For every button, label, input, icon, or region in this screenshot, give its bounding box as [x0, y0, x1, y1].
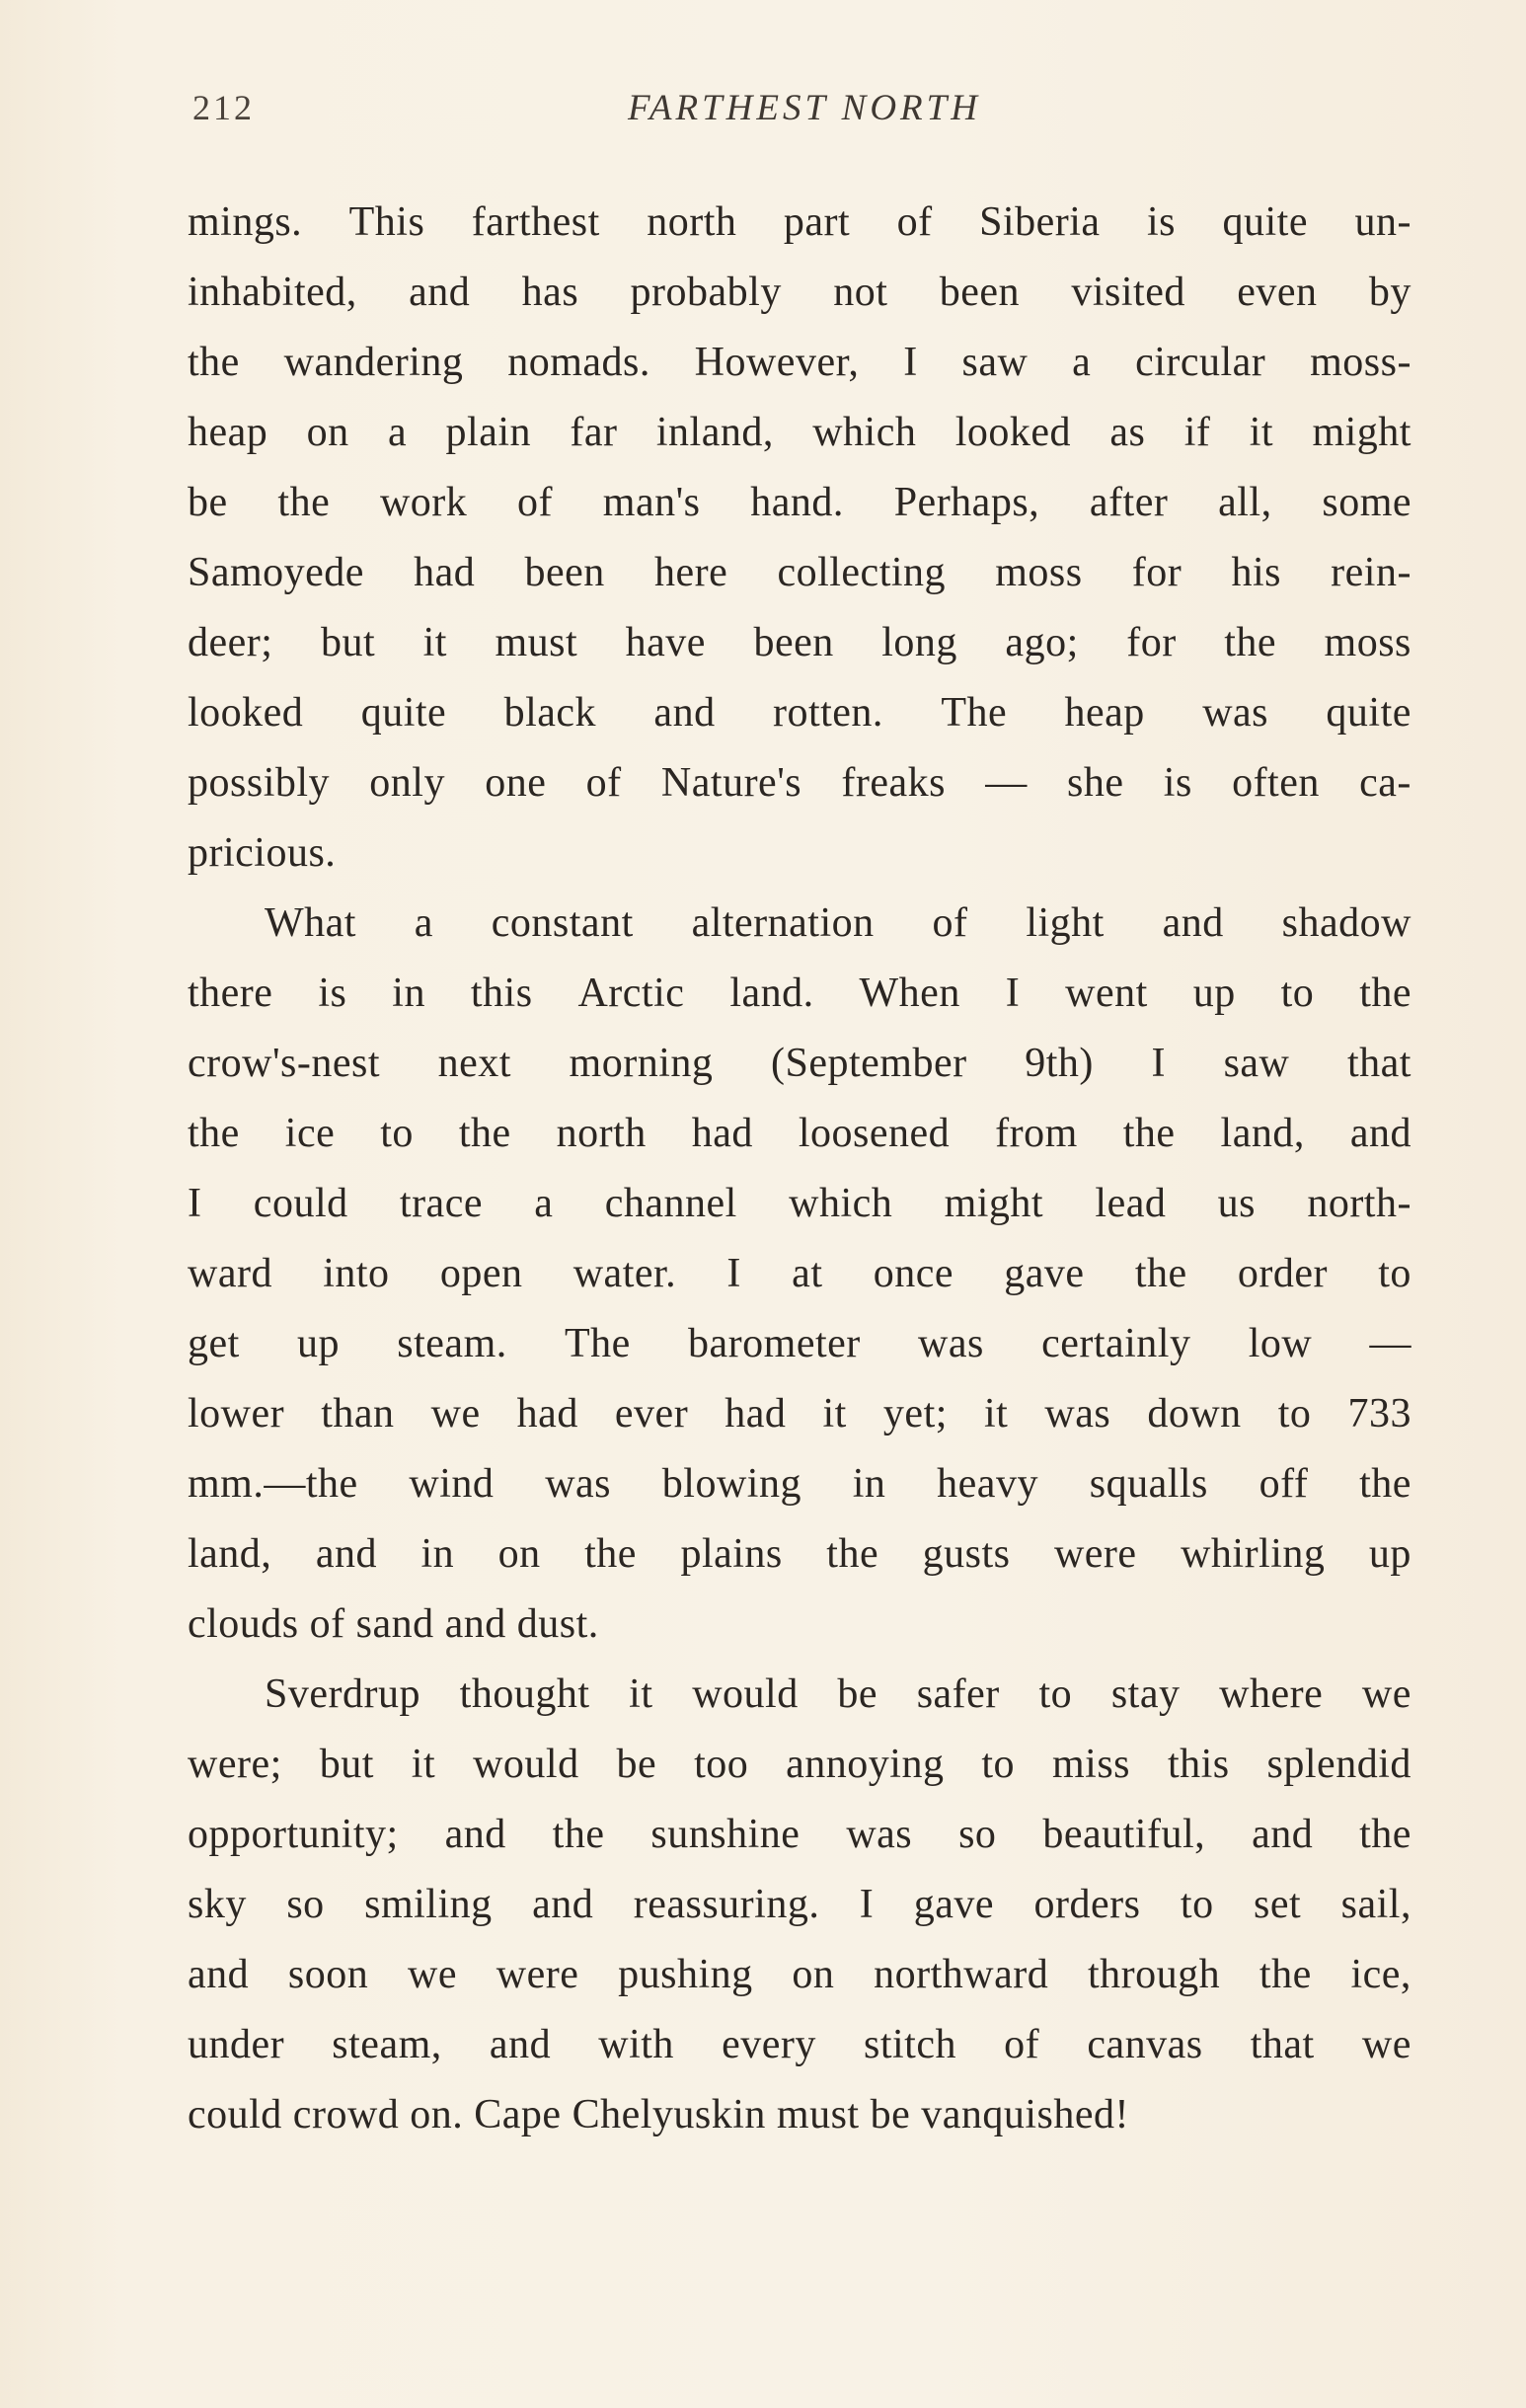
text-line: get up steam. The barometer was certainly low — [188, 1321, 1412, 1366]
text-line: and soon we were pushing on northward through the ice, [188, 1952, 1412, 1997]
text-line: crow's-nest next morning (September 9th) I saw that [188, 1041, 1412, 1086]
text-line: there is in this Arctic land. When I went up to the [188, 971, 1412, 1016]
running-title: FARTHEST NORTH [628, 88, 981, 128]
text-line: could crowd on. Cape Chelyuskin must be vanquished! [188, 2092, 1130, 2137]
text-line: clouds of sand and dust. [188, 1601, 599, 1647]
text-line: mm.—the wind was blowing in heavy squalls off the [188, 1461, 1412, 1507]
text-line: What a constant alternation of light and shadow [265, 900, 1412, 946]
page-header [192, 87, 1416, 146]
text-line: Sverdrup thought it would be safer to stay where we [265, 1671, 1412, 1717]
body-text [188, 188, 1412, 2150]
text-line: ward into open water. I at once gave the order to [188, 1251, 1412, 1296]
page-number: 212 [192, 88, 255, 127]
text-line: under steam, and with every stitch of canvas that we [188, 2022, 1412, 2067]
paragraph [188, 188, 1412, 889]
text-line: sky so smiling and reassuring. I gave orders to set sail, [188, 1882, 1412, 1927]
text-line: deer; but it must have been long ago; for the moss [188, 620, 1412, 665]
text-line: lower than we had ever had it yet; it was down to 733 [188, 1391, 1412, 1437]
text-line: opportunity; and the sunshine was so beautiful, and the [188, 1812, 1412, 1857]
text-line: land, and in on the plains the gusts were whirling up [188, 1531, 1412, 1577]
text-line: I could trace a channel which might lead us north- [188, 1181, 1412, 1226]
text-line: pricious. [188, 830, 337, 876]
text-line: the wandering nomads. However, I saw a circular moss- [188, 340, 1412, 385]
paragraph [188, 1660, 1412, 2150]
text-line: heap on a plain far inland, which looked as if it might [188, 410, 1412, 455]
text-line: be the work of man's hand. Perhaps, after all, some [188, 480, 1412, 525]
text-line: possibly only one of Nature's freaks — she is often ca- [188, 760, 1412, 806]
text-line: looked quite black and rotten. The heap was quite [188, 690, 1412, 736]
text-line: the ice to the north had loosened from the land, and [188, 1111, 1412, 1156]
text-line: Samoyede had been here collecting moss for his rein- [188, 550, 1412, 595]
paragraph [188, 889, 1412, 1660]
text-line: were; but it would be too annoying to miss this splendid [188, 1742, 1412, 1787]
text-line: mings. This farthest north part of Siberia is quite un- [188, 199, 1412, 245]
text-line: inhabited, and has probably not been visited even by [188, 270, 1412, 315]
